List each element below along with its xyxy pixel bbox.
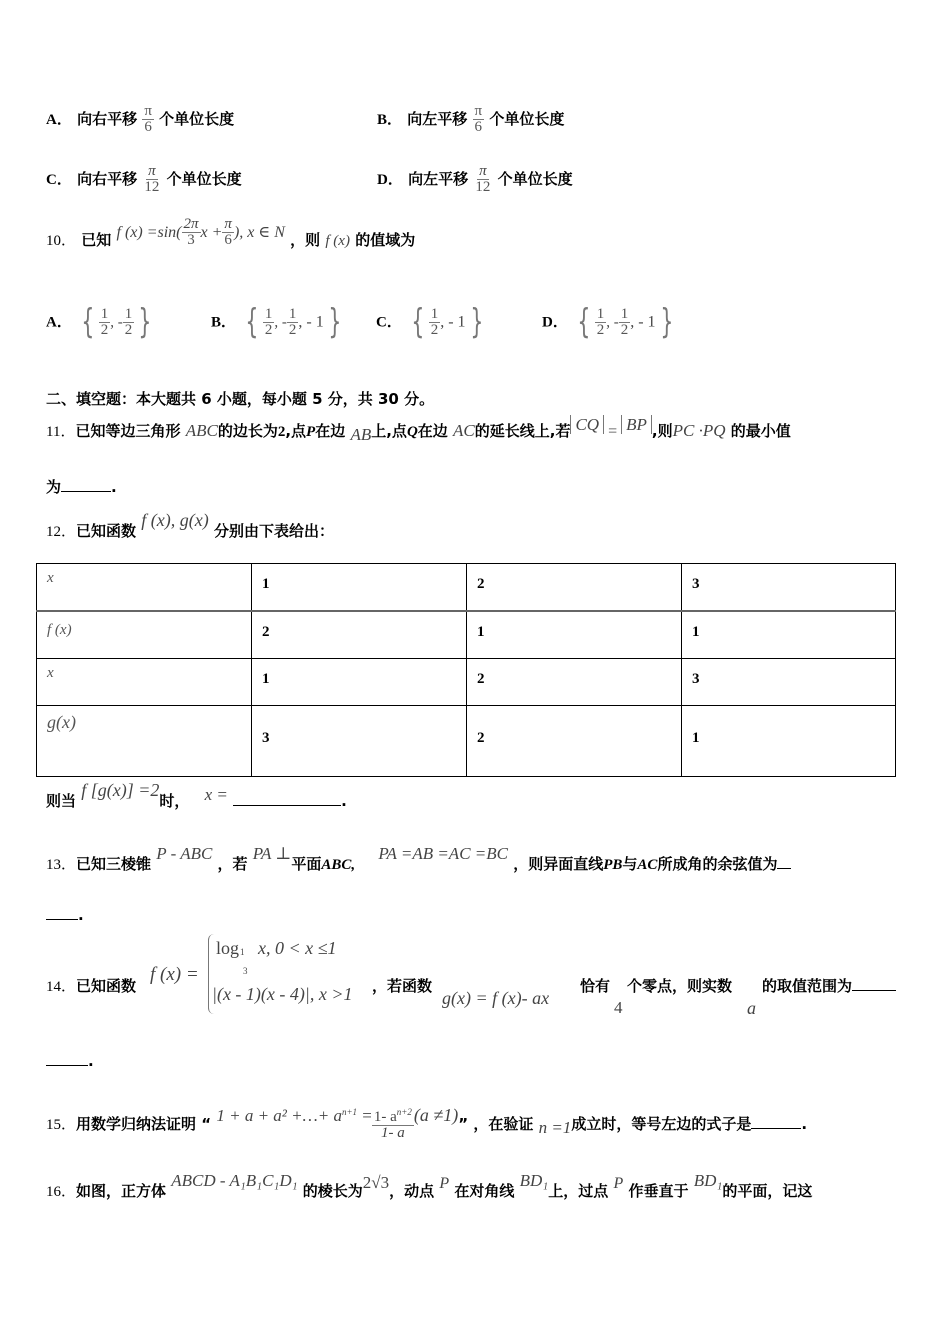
question-10: 10． 已知 f (x) =sin( $\frac{2\pi}{3}$ x + $\frac{\pi}{6}$ ), x ∈ N ，则 f (x) 的值域为 bbox=[46, 216, 416, 249]
right-brace-icon: } bbox=[138, 302, 152, 342]
question-12-ask: 则当 f [g(x)] =2时， x = . bbox=[46, 780, 347, 810]
q10-option-c: C． { $\frac{1}{2}$ , - 1 } bbox=[376, 302, 483, 342]
answer-blank[interactable] bbox=[61, 490, 111, 492]
fraction: $\frac{\pi}{6}$ bbox=[474, 103, 483, 135]
q10-option-a: A． { $\frac{1}{2}$ , - $\frac{1}{2}$ } bbox=[46, 302, 152, 342]
q9-option-a: A． 向右平移 $\frac{\pi}{6}$ 个单位长度 bbox=[46, 103, 235, 135]
question-14: 14．已知函数 bbox=[46, 977, 137, 995]
option-label: C． bbox=[46, 172, 72, 188]
question-14-rest: ，若函数 bbox=[372, 977, 433, 995]
function-table bbox=[36, 563, 896, 777]
q9-option-c: C． 向右平移 $\frac{\pi}{12}$ 个单位长度 bbox=[46, 163, 242, 195]
left-brace-icon: { bbox=[577, 302, 591, 342]
option-label: D． bbox=[377, 172, 403, 188]
q10-option-b: B． { $\frac{1}{2}$ , - $\frac{1}{2}$ , - 1 } bbox=[211, 302, 342, 342]
fraction: $\frac{\pi}{6}$ bbox=[144, 103, 152, 135]
question-11-line2: 为 . bbox=[46, 478, 117, 496]
right-brace-icon: } bbox=[328, 302, 342, 342]
question-11: 11．已知等边三角形 ABC的边长为2,点P在边 AB上,点Q在边 AC的延长线上,若 CQ = BP ,则PC ·PQ 的最小值 bbox=[46, 415, 791, 444]
question-13-line2: . bbox=[46, 906, 84, 924]
table-row: x 1 2 3 bbox=[37, 564, 896, 612]
answer-blank[interactable] bbox=[852, 989, 896, 991]
fraction: $\frac{\pi}{12}$ bbox=[475, 163, 491, 195]
option-label: B． bbox=[377, 112, 403, 128]
zero-count: 4 bbox=[614, 998, 623, 1017]
variable-a: a bbox=[747, 998, 756, 1018]
question-14-tail: 恰有 bbox=[580, 977, 611, 995]
answer-blank[interactable] bbox=[777, 867, 791, 869]
question-16: 16．如图，正方体 ABCD - A₁B₁C₁D₁ 的棱长为2√3，动点 P 在对角线 BD₁上，过点 P 作垂直于 BD₁的平面，记这 bbox=[46, 1171, 813, 1200]
q10-option-d: D． { $\frac{1}{2}$ , - $\frac{1}{2}$ , - 1 } bbox=[542, 302, 673, 342]
table-row: x 1 2 3 bbox=[37, 659, 896, 706]
question-number: 10． bbox=[46, 233, 77, 249]
formula: f (x) =sin( $\frac{2\pi}{3}$ x + $\frac{\pi}{6}$ ), x ∈ N bbox=[116, 216, 285, 248]
answer-blank[interactable] bbox=[46, 918, 78, 920]
left-brace-icon: { bbox=[411, 302, 425, 342]
table-row: g(x) 3 2 1 bbox=[37, 706, 896, 777]
answer-blank[interactable] bbox=[233, 804, 341, 806]
question-12: 12．已知函数 f (x), g(x) 分别由下表给出： bbox=[46, 510, 334, 540]
left-brace-icon: { bbox=[81, 302, 95, 342]
left-brace-icon: { bbox=[245, 302, 259, 342]
answer-blank[interactable] bbox=[46, 1064, 88, 1066]
induction-formula: 1 + a + a² +…+ $a^{n+1}$ = $\frac{1- a^{n+2}}{1- a}$ (a ≠1) bbox=[216, 1105, 459, 1141]
answer-blank[interactable] bbox=[751, 1127, 801, 1129]
q9-option-b: B． 向左平移 $\frac{\pi}{6}$ 个单位长度 bbox=[377, 103, 565, 135]
fraction: $\frac{\pi}{12}$ bbox=[144, 163, 160, 195]
g-function: g(x) = f (x)- ax bbox=[442, 988, 550, 1008]
right-brace-icon: } bbox=[469, 302, 483, 342]
question-15: 15．用数学归纳法证明 “ 1 + a + a² +…+ $a^{n+1}$ = $\frac{1- a^{n+2}}{1- a}$ (a ≠1)” ，在验证 n =1成立时，等号左边的式子是 . bbox=[46, 1105, 808, 1141]
question-14-line2: . bbox=[46, 1052, 94, 1070]
section-heading: 二、填空题：本大题共 6 小题，每小题 5 分，共 30 分。 bbox=[46, 390, 435, 408]
q9-option-d: D． 向左平移 $\frac{\pi}{12}$ 个单位长度 bbox=[377, 163, 573, 195]
question-13: 13．已知三棱锥 P - ABC ，若 PA ⊥平面ABC, PA =AB =AC =BC ，则异面直线PB与AC所成角的余弦值为 bbox=[46, 853, 791, 874]
option-label: A． bbox=[46, 112, 72, 128]
table-row: f (x) 2 1 1 bbox=[37, 611, 896, 659]
right-brace-icon: } bbox=[659, 302, 673, 342]
